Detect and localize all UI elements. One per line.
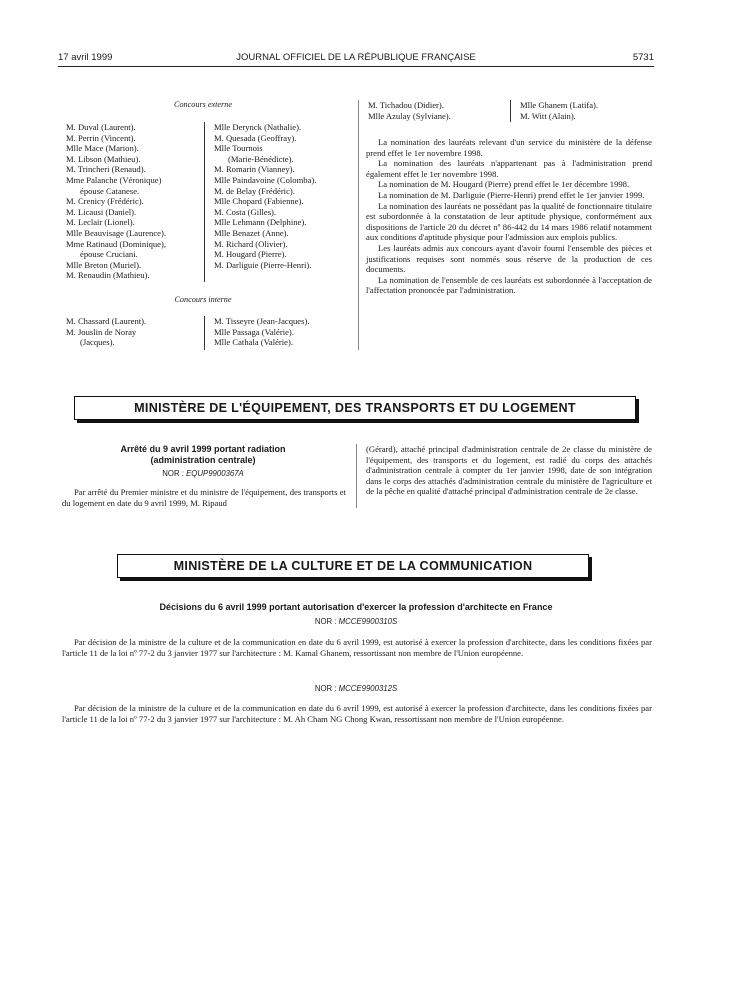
right-names-list-left — [368, 100, 451, 121]
column-divider — [204, 122, 205, 282]
concours-externe-list-right — [214, 122, 316, 270]
name-entry: M. Licausi (Daniel). — [66, 206, 137, 217]
nor-code: EQUP9900367A — [186, 469, 244, 478]
arrete-title — [60, 444, 346, 466]
column-divider — [204, 316, 205, 350]
name-entry: M. Renaudin (Mathieu). — [66, 270, 150, 281]
nomination-paragraph: La nomination des lauréats ne possédant pas la qualité de fonctionnaire titulaire est subordonnée à la constatation de leur aptitude physique, conformément aux dispositions de l'article 20 du décret nº 86-442 du 14 mars 1986 relatif notamment aux conditions d'aptitude physique pour l'admission aux emplois publics. — [366, 200, 652, 243]
decision1-text: Par décision de la ministre de la culture et de la communication en date du 6 avril 1999, est autorisé à exercer la profession d'architecte, dans les conditions fixées par l'article 11 de la loi nº 77-2 du 3 janvier 1977 sur l'architecture : M. Kamal Ghanem, ressortissant non membre de l'Union européenne. — [62, 637, 652, 658]
name-entry: Mlle Tournois — [214, 143, 263, 154]
ministry-equipement-banner: MINISTÈRE DE L'ÉQUIPEMENT, DES TRANSPORTS ET DU LOGEMENT — [74, 396, 636, 420]
name-entry: M. Duval (Laurent). — [66, 122, 136, 132]
name-entry: Mlle Mace (Marion). — [66, 143, 139, 154]
name-entry: M. Costa (Gilles). — [214, 206, 277, 217]
decisions-title: Décisions du 6 avril 1999 portant autorisation d'exercer la profession d'architecte en France — [159, 602, 553, 612]
arrete-title-line1: Arrêté du 9 avril 1999 portant radiation — [120, 444, 286, 454]
header-date: 17 avril 1999 — [58, 52, 113, 63]
nor-label: NOR : — [162, 469, 184, 478]
name-entry: épouse Catanese. — [80, 185, 140, 196]
name-entry: Mlle Derynck (Nathalie). — [214, 122, 302, 132]
nomination-paragraph: La nomination de M. Hougard (Pierre) prend effet le 1er décembre 1998. — [378, 179, 630, 190]
nomination-paragraph: La nomination des lauréats n'appartenant pas à l'administration prend également effet le 1er novembre 1998. — [366, 158, 652, 179]
ministry-culture-banner: MINISTÈRE DE LA CULTURE ET DE LA COMMUNICATION — [117, 554, 589, 578]
concours-interne-list-right — [214, 316, 309, 348]
column-separator — [358, 100, 359, 350]
nomination-paragraphs — [366, 137, 652, 296]
name-entry: Mlle Cathala (Valérie). — [214, 337, 293, 348]
name-entry: Mlle Azulay (Sylviane). — [368, 110, 451, 121]
name-entry: M. Trincheri (Renaud). — [66, 164, 146, 175]
name-entry: M. Crenicy (Frédéric). — [66, 196, 144, 207]
name-entry: M. Jouslin de Noray — [66, 326, 137, 337]
concours-interne-list-left — [66, 316, 146, 348]
name-entry: M. Tichadou (Didier). — [368, 100, 444, 110]
name-entry: épouse Cruciani. — [80, 249, 138, 260]
decision2-text: Par décision de la ministre de la culture et de la communication en date du 6 avril 1999, est autorisé à exercer la profession d'architecte, dans les conditions fixées par l'article 11 de la loi nº 77-2 du 3 janvier 1977 sur l'architecture : M. Ah Cham NG Chong Kwan, ressortissant non membre de l'Union européenne. — [62, 703, 652, 724]
arrete-text-left: Par arrêté du Premier ministre et du ministre de l'équipement, des transports et du logement en date du 9 avril 1999, M. Ripaud — [62, 487, 346, 508]
name-entry: Mlle Beauvisage (Laurence). — [66, 227, 166, 238]
name-entry: Mlle Ghanem (Latifa). — [520, 100, 599, 110]
name-entry: M. Chassard (Laurent). — [66, 316, 147, 326]
nomination-paragraph: Les lauréats admis aux concours ayant d'avoir fourni l'ensemble des pièces et justifications requises sont nommés sous réserve de la production de ces documents. — [366, 242, 652, 275]
name-entry: M. Richard (Olivier). — [214, 238, 288, 249]
name-entry: Mme Palanche (Véronique) — [66, 174, 162, 185]
name-entry: Mlle Benazet (Anne). — [214, 227, 289, 238]
arrete-text-right: (Gérard), attaché principal d'administration centrale de 2e classe du ministère de l'équipement, des transports et du logement, est radié du corps des attachés d'administration centrale à compter du 1er janvier 1998, date de son intégration dans le corps des attachés d'administration centrale du ministère de l'agriculture et de la pêche en qualité d'attaché principal d'administration centrale de 2e classe. — [366, 444, 652, 497]
nomination-paragraph: La nomination de M. Darliguie (Pierre-Henri) prend effet le 1er janvier 1999. — [378, 189, 645, 200]
name-entry: M. de Belay (Frédéric). — [214, 185, 295, 196]
nomination-paragraph: La nomination des lauréats relevant d'un service du ministère de la défense prend effet le 1er novembre 1998. — [366, 137, 652, 158]
concours-externe-heading: Concours externe — [174, 100, 232, 109]
concours-externe-list-left — [66, 122, 166, 281]
nomination-paragraph: La nomination de l'ensemble de ces lauréats est subordonnée à l'acceptation de l'affectation prononcée par l'administration. — [366, 274, 652, 296]
concours-interne-heading: Concours interne — [174, 295, 232, 304]
name-entry: Mlle Passaga (Valérie). — [214, 326, 294, 337]
column-divider — [510, 100, 511, 122]
name-entry: M. Libson (Mathieu). — [66, 153, 141, 164]
arrete-title-line2: (administration centrale) — [150, 455, 256, 465]
name-entry: M. Leclair (Lionel). — [66, 217, 135, 228]
decision2-nor: NOR : MCCE9900312S — [314, 684, 398, 693]
header-rule — [58, 66, 654, 67]
name-entry: M. Romarin (Vianney). — [214, 164, 295, 175]
name-entry: Mlle Paindavoine (Colomba). — [214, 174, 317, 185]
name-entry: M. Witt (Alain). — [520, 110, 576, 121]
name-entry: (Marie-Bénédicte). — [228, 153, 294, 164]
name-entry: M. Quesada (Geoffray). — [214, 132, 297, 143]
name-entry: M. Perrin (Vincent). — [66, 132, 136, 143]
name-entry: Mme Ratinaud (Dominique), — [66, 238, 167, 249]
name-entry: M. Tisseyre (Jean-Jacques). — [214, 316, 310, 326]
name-entry: Mlle Lehmann (Delphine). — [214, 217, 307, 228]
name-entry: M. Hougard (Pierre). — [214, 249, 287, 260]
name-entry: (Jacques). — [80, 337, 115, 348]
header-page-number: 5731 — [632, 52, 654, 63]
right-names-list-right — [520, 100, 598, 121]
header-journal-title: JOURNAL OFFICIEL DE LA RÉPUBLIQUE FRANÇAISE — [236, 52, 476, 63]
name-entry: Mlle Breton (Muriel). — [66, 259, 142, 270]
column-separator — [356, 444, 357, 508]
arrete-nor — [60, 469, 346, 478]
decision1-nor: NOR : MCCE9900310S — [314, 617, 398, 626]
name-entry: Mlle Chopard (Fabienne). — [214, 196, 304, 207]
name-entry: M. Darliguie (Pierre-Henri). — [214, 259, 312, 270]
